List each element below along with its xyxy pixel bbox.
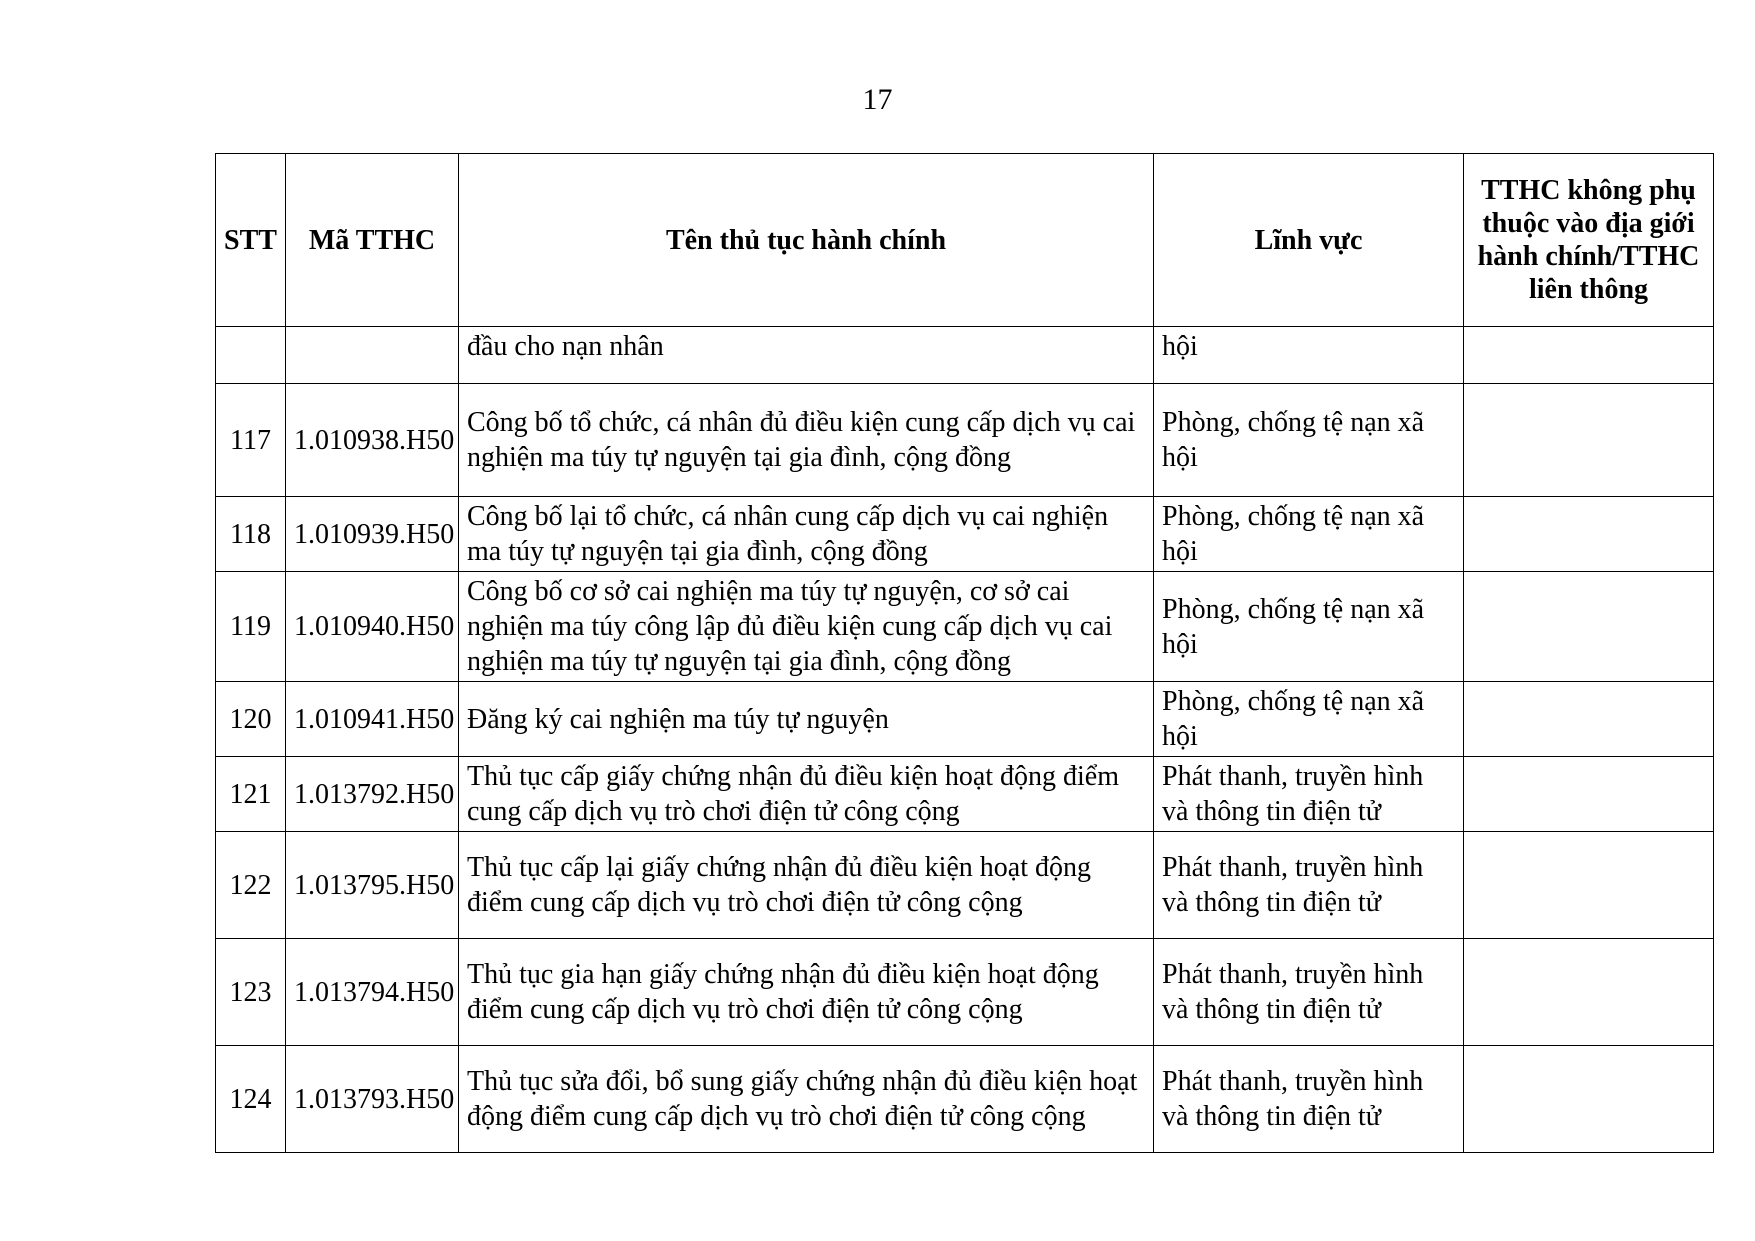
cell-ma-tthc: 1.010938.H50 [286,384,459,497]
cell-stt: 122 [216,832,286,939]
col-header-ma-tthc: Mã TTHC [286,154,459,327]
cell-ma-tthc: 1.013792.H50 [286,757,459,832]
cell-ten-thu-tuc: Đăng ký cai nghiện ma túy tự nguyện [459,682,1154,757]
cell-linh-vuc: Phòng, chống tệ nạn xã hội [1154,497,1464,572]
cell-tthc-lien-thong [1464,832,1714,939]
procedures-table [215,153,1714,1153]
cell-ten-thu-tuc: đầu cho nạn nhân [459,327,1154,384]
cell-stt: 118 [216,497,286,572]
cell-ten-thu-tuc: Công bố cơ sở cai nghiện ma túy tự nguyện, cơ sở cai nghiện ma túy công lập đủ điều kiện cung cấp dịch vụ cai nghiện ma túy tự nguyện tại gia đình, cộng đồng [459,572,1154,682]
page-number: 17 [862,83,893,116]
table-row [216,327,1714,384]
cell-stt [216,327,286,384]
cell-tthc-lien-thong [1464,757,1714,832]
col-header-ten-thu-tuc: Tên thủ tục hành chính [459,154,1154,327]
cell-tthc-lien-thong [1464,1046,1714,1153]
cell-tthc-lien-thong [1464,327,1714,384]
table-row [216,572,1714,682]
table-header [216,154,1714,327]
cell-stt: 124 [216,1046,286,1153]
table-row [216,757,1714,832]
cell-ma-tthc: 1.010941.H50 [286,682,459,757]
cell-ten-thu-tuc: Thủ tục cấp lại giấy chứng nhận đủ điều kiện hoạt động điểm cung cấp dịch vụ trò chơi điện tử công cộng [459,832,1154,939]
cell-linh-vuc: Phát thanh, truyền hình và thông tin điện tử [1154,832,1464,939]
cell-tthc-lien-thong [1464,682,1714,757]
col-header-linh-vuc: Lĩnh vực [1154,154,1464,327]
cell-stt: 123 [216,939,286,1046]
cell-ten-thu-tuc: Thủ tục gia hạn giấy chứng nhận đủ điều kiện hoạt động điểm cung cấp dịch vụ trò chơi điện tử công cộng [459,939,1154,1046]
cell-linh-vuc: Phòng, chống tệ nạn xã hội [1154,682,1464,757]
cell-linh-vuc: Phòng, chống tệ nạn xã hội [1154,384,1464,497]
cell-stt: 120 [216,682,286,757]
table-row [216,384,1714,497]
cell-ten-thu-tuc: Thủ tục cấp giấy chứng nhận đủ điều kiện hoạt động điểm cung cấp dịch vụ trò chơi điện tử công cộng [459,757,1154,832]
cell-linh-vuc: Phát thanh, truyền hình và thông tin điện tử [1154,1046,1464,1153]
table-row [216,832,1714,939]
cell-ten-thu-tuc: Thủ tục sửa đổi, bổ sung giấy chứng nhận đủ điều kiện hoạt động điểm cung cấp dịch vụ trò chơi điện tử công cộng [459,1046,1154,1153]
cell-ma-tthc [286,327,459,384]
cell-ten-thu-tuc: Công bố tổ chức, cá nhân đủ điều kiện cung cấp dịch vụ cai nghiện ma túy tự nguyện tại gia đình, cộng đồng [459,384,1154,497]
table-header-row [216,154,1714,327]
cell-ma-tthc: 1.013794.H50 [286,939,459,1046]
cell-ten-thu-tuc: Công bố lại tổ chức, cá nhân cung cấp dịch vụ cai nghiện ma túy tự nguyện tại gia đình, cộng đồng [459,497,1154,572]
table-row [216,682,1714,757]
cell-stt: 119 [216,572,286,682]
cell-stt: 121 [216,757,286,832]
cell-linh-vuc: Phát thanh, truyền hình và thông tin điện tử [1154,757,1464,832]
table-row [216,939,1714,1046]
col-header-tthc-khong-phu-thuoc: TTHC không phụ thuộc vào địa giới hành chính/TTHC liên thông [1464,154,1714,327]
cell-ma-tthc: 1.010939.H50 [286,497,459,572]
cell-ma-tthc: 1.010940.H50 [286,572,459,682]
table-row [216,1046,1714,1153]
cell-tthc-lien-thong [1464,384,1714,497]
cell-tthc-lien-thong [1464,497,1714,572]
cell-stt: 117 [216,384,286,497]
cell-linh-vuc: Phòng, chống tệ nạn xã hội [1154,572,1464,682]
cell-tthc-lien-thong [1464,572,1714,682]
cell-tthc-lien-thong [1464,939,1714,1046]
cell-ma-tthc: 1.013795.H50 [286,832,459,939]
col-header-stt: STT [216,154,286,327]
cell-ma-tthc: 1.013793.H50 [286,1046,459,1153]
cell-linh-vuc: hội [1154,327,1464,384]
cell-linh-vuc: Phát thanh, truyền hình và thông tin điện tử [1154,939,1464,1046]
table-row [216,497,1714,572]
